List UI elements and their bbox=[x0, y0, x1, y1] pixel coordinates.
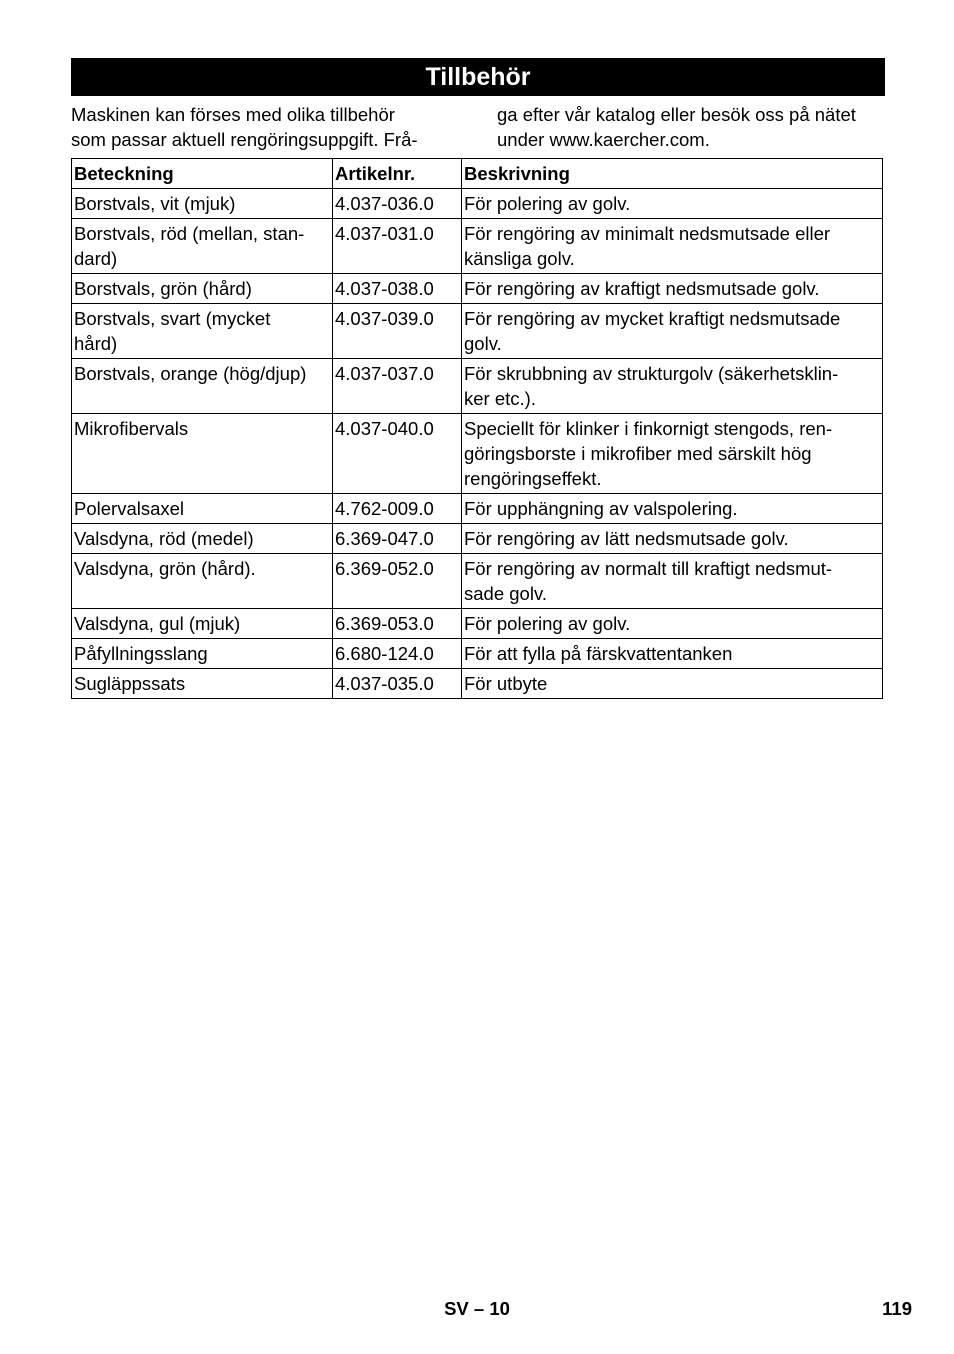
table-row bbox=[72, 609, 883, 639]
intro-text-right: ga efter vår katalog eller besök oss på nätet under www.kaercher.com. bbox=[497, 104, 856, 150]
cell-description: För rengöring av kraftigt nedsmutsade golv. bbox=[462, 274, 883, 304]
cell-article-no: 6.369-052.0 bbox=[333, 554, 462, 609]
accessories-table bbox=[71, 158, 883, 699]
cell-description: För upphängning av valspolering. bbox=[462, 494, 883, 524]
cell-name: Borstvals, grön (hård) bbox=[72, 274, 333, 304]
table-row bbox=[72, 524, 883, 554]
header-beskrivning: Beskrivning bbox=[462, 159, 883, 189]
cell-description: För rengöring av normalt till kraftigt nedsmut- sade golv. bbox=[462, 554, 883, 609]
cell-description: För att fylla på färskvattentanken bbox=[462, 639, 883, 669]
cell-article-no: 6.369-047.0 bbox=[333, 524, 462, 554]
cell-name: Sugläppssats bbox=[72, 669, 333, 699]
table-row bbox=[72, 274, 883, 304]
header-beteckning: Beteckning bbox=[72, 159, 333, 189]
table-header-row bbox=[72, 159, 883, 189]
cell-description: För rengöring av lätt nedsmutsade golv. bbox=[462, 524, 883, 554]
cell-name: Borstvals, vit (mjuk) bbox=[72, 189, 333, 219]
table-row bbox=[72, 219, 883, 274]
table-row bbox=[72, 359, 883, 414]
cell-description: För rengöring av mycket kraftigt nedsmutsade golv. bbox=[462, 304, 883, 359]
intro-text-left: Maskinen kan förses med olika tillbehör som passar aktuell rengöringsuppgift. Frå- bbox=[71, 104, 418, 150]
cell-article-no: 4.037-031.0 bbox=[333, 219, 462, 274]
cell-article-no: 4.037-035.0 bbox=[333, 669, 462, 699]
cell-description: För skrubbning av strukturgolv (säkerhetsklin- ker etc.). bbox=[462, 359, 883, 414]
cell-article-no: 4.037-036.0 bbox=[333, 189, 462, 219]
cell-name: Borstvals, röd (mellan, stan- dard) bbox=[72, 219, 333, 274]
table-row bbox=[72, 554, 883, 609]
cell-article-no: 4.037-040.0 bbox=[333, 414, 462, 494]
table-row bbox=[72, 669, 883, 699]
cell-article-no: 6.369-053.0 bbox=[333, 609, 462, 639]
cell-name: Polervalsaxel bbox=[72, 494, 333, 524]
table-row bbox=[72, 414, 883, 494]
cell-article-no: 4.762-009.0 bbox=[333, 494, 462, 524]
header-artikelnr: Artikelnr. bbox=[333, 159, 462, 189]
table-row bbox=[72, 494, 883, 524]
section-title bbox=[71, 58, 885, 96]
cell-description: För rengöring av minimalt nedsmutsade eller känsliga golv. bbox=[462, 219, 883, 274]
cell-name: Påfyllningsslang bbox=[72, 639, 333, 669]
cell-name: Borstvals, orange (hög/djup) bbox=[72, 359, 333, 414]
table-row bbox=[72, 639, 883, 669]
section-title-text: Tillbehör bbox=[425, 62, 531, 91]
cell-article-no: 4.037-038.0 bbox=[333, 274, 462, 304]
cell-description: För polering av golv. bbox=[462, 189, 883, 219]
cell-article-no: 4.037-037.0 bbox=[333, 359, 462, 414]
cell-name: Mikrofibervals bbox=[72, 414, 333, 494]
cell-article-no: 6.680-124.0 bbox=[333, 639, 462, 669]
page-number: 119 bbox=[882, 1298, 912, 1319]
cell-description: För polering av golv. bbox=[462, 609, 883, 639]
cell-description: Speciellt för klinker i finkornigt stengods, ren- göringsborste i mikrofiber med särskilt hög rengöringseffekt. bbox=[462, 414, 883, 494]
cell-name: Valsdyna, grön (hård). bbox=[72, 554, 333, 609]
cell-name: Valsdyna, röd (medel) bbox=[72, 524, 333, 554]
cell-name: Valsdyna, gul (mjuk) bbox=[72, 609, 333, 639]
footer-section-label: SV – 10 bbox=[444, 1298, 510, 1319]
cell-article-no: 4.037-039.0 bbox=[333, 304, 462, 359]
cell-description: För utbyte bbox=[462, 669, 883, 699]
table-row bbox=[72, 304, 883, 359]
cell-name: Borstvals, svart (mycket hård) bbox=[72, 304, 333, 359]
table-row bbox=[72, 189, 883, 219]
